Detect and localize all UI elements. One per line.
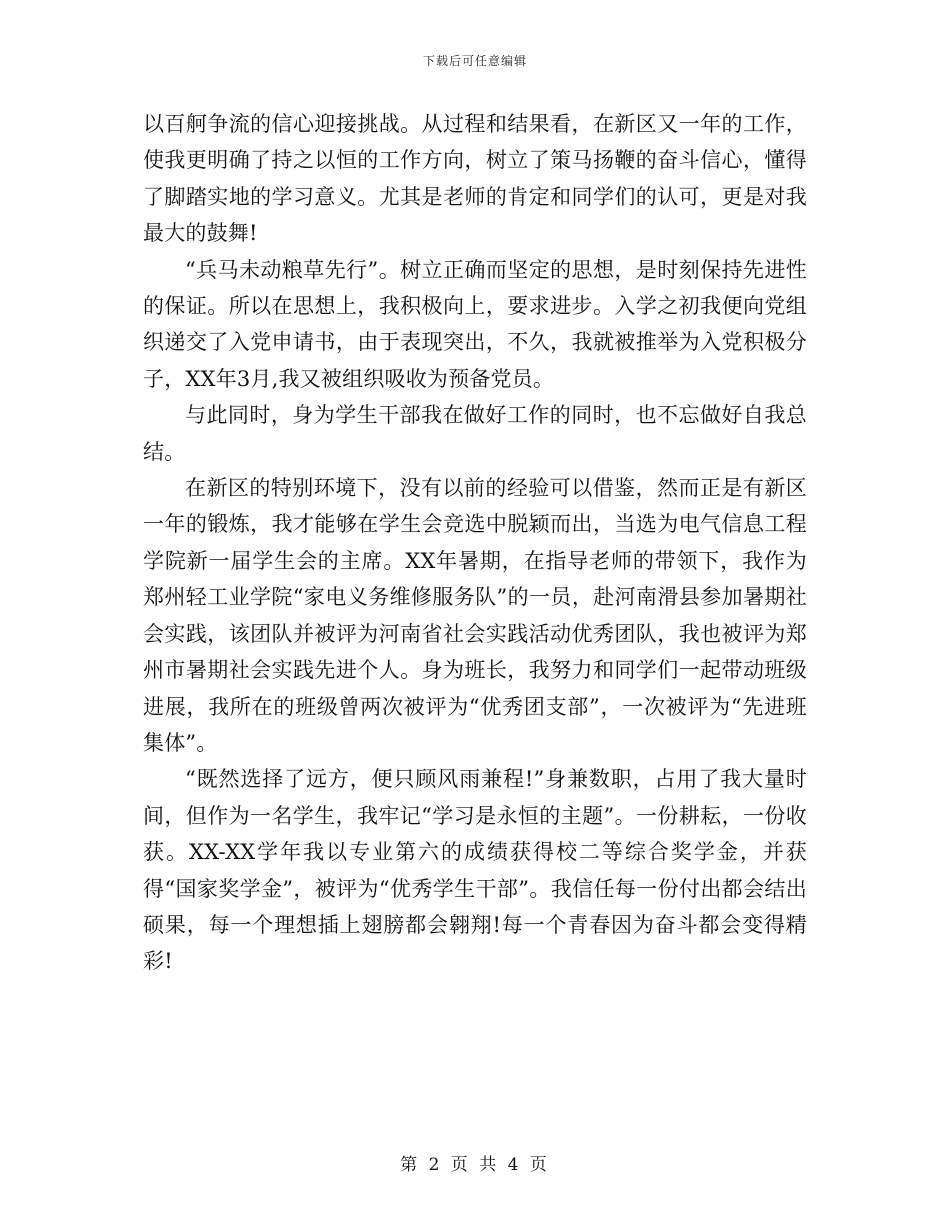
page-header: 下载后可任意编辑 bbox=[422, 54, 527, 68]
document-body bbox=[143, 106, 807, 980]
paragraph-2: “兵马未动粮草先行”。树立正确而坚定的思想，是时刻保持先进性的保证。所以在思想上，我积极向上，要求进步。入学之初我便向党组织递交了入党申请书，由于表现突出，不久，我就被推举为入党积极分子，XX年3月,我又被组织吸收为预备党员。 bbox=[143, 257, 807, 391]
paragraph-5: “既然选择了远方，便只顾风雨兼程!”身兼数职，占用了我大量时间，但作为一名学生，我牢记“学习是永恒的主题”。一份耕耘，一份收获。XX-XX学年我以专业第六的成绩获得校二等综合奖学金，并获得“国家奖学金”，被评为“优秀学生干部”。我信任每一份付出都会结出硕果，每一个理想插上翅膀都会翱翔!每一个青春因为奋斗都会变得精彩! bbox=[143, 767, 807, 974]
paragraph-1: 以百舸争流的信心迎接挑战。从过程和结果看，在新区又一年的工作，使我更明确了持之以恒的工作方向，树立了策马扬鞭的奋斗信心，懂得了脚踏实地的学习意义。尤其是老师的肯定和同学们的认可，更是对我最大的鼓舞! bbox=[143, 112, 807, 246]
page-number-footer: 第 2 页 共 4 页 bbox=[400, 1155, 550, 1175]
paragraph-3: 与此同时，身为学生干部我在做好工作的同时，也不忘做好自我总结。 bbox=[143, 403, 807, 464]
paragraph-4: 在新区的特别环境下，没有以前的经验可以借鉴，然而正是有新区一年的锻炼，我才能够在学生会竞选中脱颖而出，当选为电气信息工程学院新一届学生会的主席。XX年暑期，在指导老师的带领下，我作为郑州轻工业学院“家电义务维修服务队”的一员，赴河南滑县参加暑期社会实践，该团队并被评为河南省社会实践活动优秀团队，我也被评为郑州市暑期社会实践先进个人。身为班长，我努力和同学们一起带动班级进展，我所在的班级曾两次被评为“优秀团支部”，一次被评为“先进班集体”。 bbox=[143, 476, 807, 755]
